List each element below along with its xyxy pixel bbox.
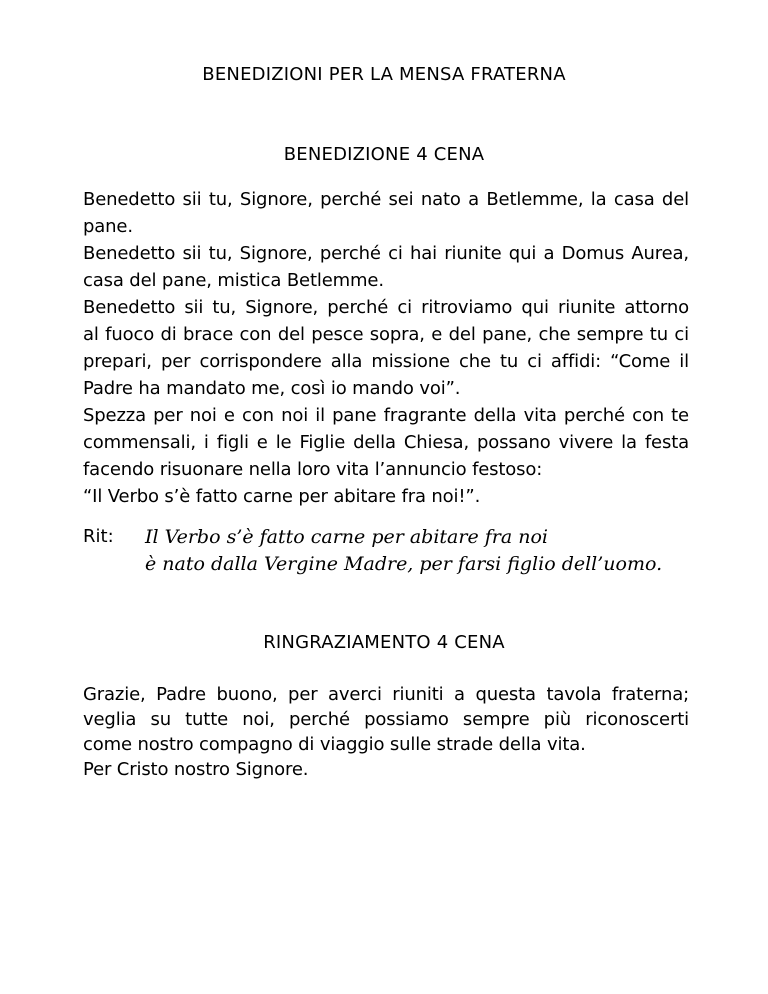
refrain-line: è nato dalla Vergine Madre, per farsi figlio dell’uomo. (145, 553, 663, 575)
blessing-line: Spezza per noi e con noi il pane fragrante della vita perché con te (83, 405, 689, 426)
refrain-line: Il Verbo s’è fatto carne per abitare fra noi (145, 526, 548, 548)
blessing-line: Benedetto sii tu, Signore, perché sei nato a Betlemme, la casa del (83, 189, 689, 210)
blessing-line: facendo risuonare nella loro vita l’annuncio festoso: (83, 459, 543, 480)
thanksgiving-line: Grazie, Padre buono, per averci riuniti a questa tavola fraterna; (83, 684, 689, 705)
blessing-line: prepari, per corrispondere alla missione che tu ci affidi: “Come il (83, 351, 689, 372)
blessing-line: Benedetto sii tu, Signore, perché ci hai riunite qui a Domus Aurea, (83, 243, 689, 264)
thanksgiving-line: veglia su tutte noi, perché possiamo sempre più riconoscerti (83, 709, 689, 730)
blessing-line: Padre ha mandato me, così io mando voi”. (83, 378, 461, 399)
blessing-line: casa del pane, mistica Betlemme. (83, 270, 384, 291)
thanksgiving-paragraph (83, 682, 689, 782)
blessing-line: “Il Verbo s’è fatto carne per abitare fra noi!”. (83, 486, 481, 507)
thanksgiving-line: Per Cristo nostro Signore. (83, 759, 309, 780)
blessing-line: commensali, i figli e le Figlie della Chiesa, possano vivere la festa (83, 432, 689, 453)
document-title: BENEDIZIONI PER LA MENSA FRATERNA (202, 64, 566, 85)
refrain-label: Rit: (83, 526, 114, 547)
thanksgiving-heading: RINGRAZIAMENTO 4 CENA (263, 632, 505, 653)
blessing-line: pane. (83, 216, 133, 237)
blessing-heading: BENEDIZIONE 4 CENA (283, 144, 485, 165)
blessing-line: al fuoco di brace con del pesce sopra, e del pane, che sempre tu ci (83, 324, 689, 345)
blessing-line: Benedetto sii tu, Signore, perché ci ritroviamo qui riunite attorno (83, 297, 689, 318)
thanksgiving-line: come nostro compagno di viaggio sulle strade della vita. (83, 734, 586, 755)
blessing-paragraph (83, 186, 689, 510)
